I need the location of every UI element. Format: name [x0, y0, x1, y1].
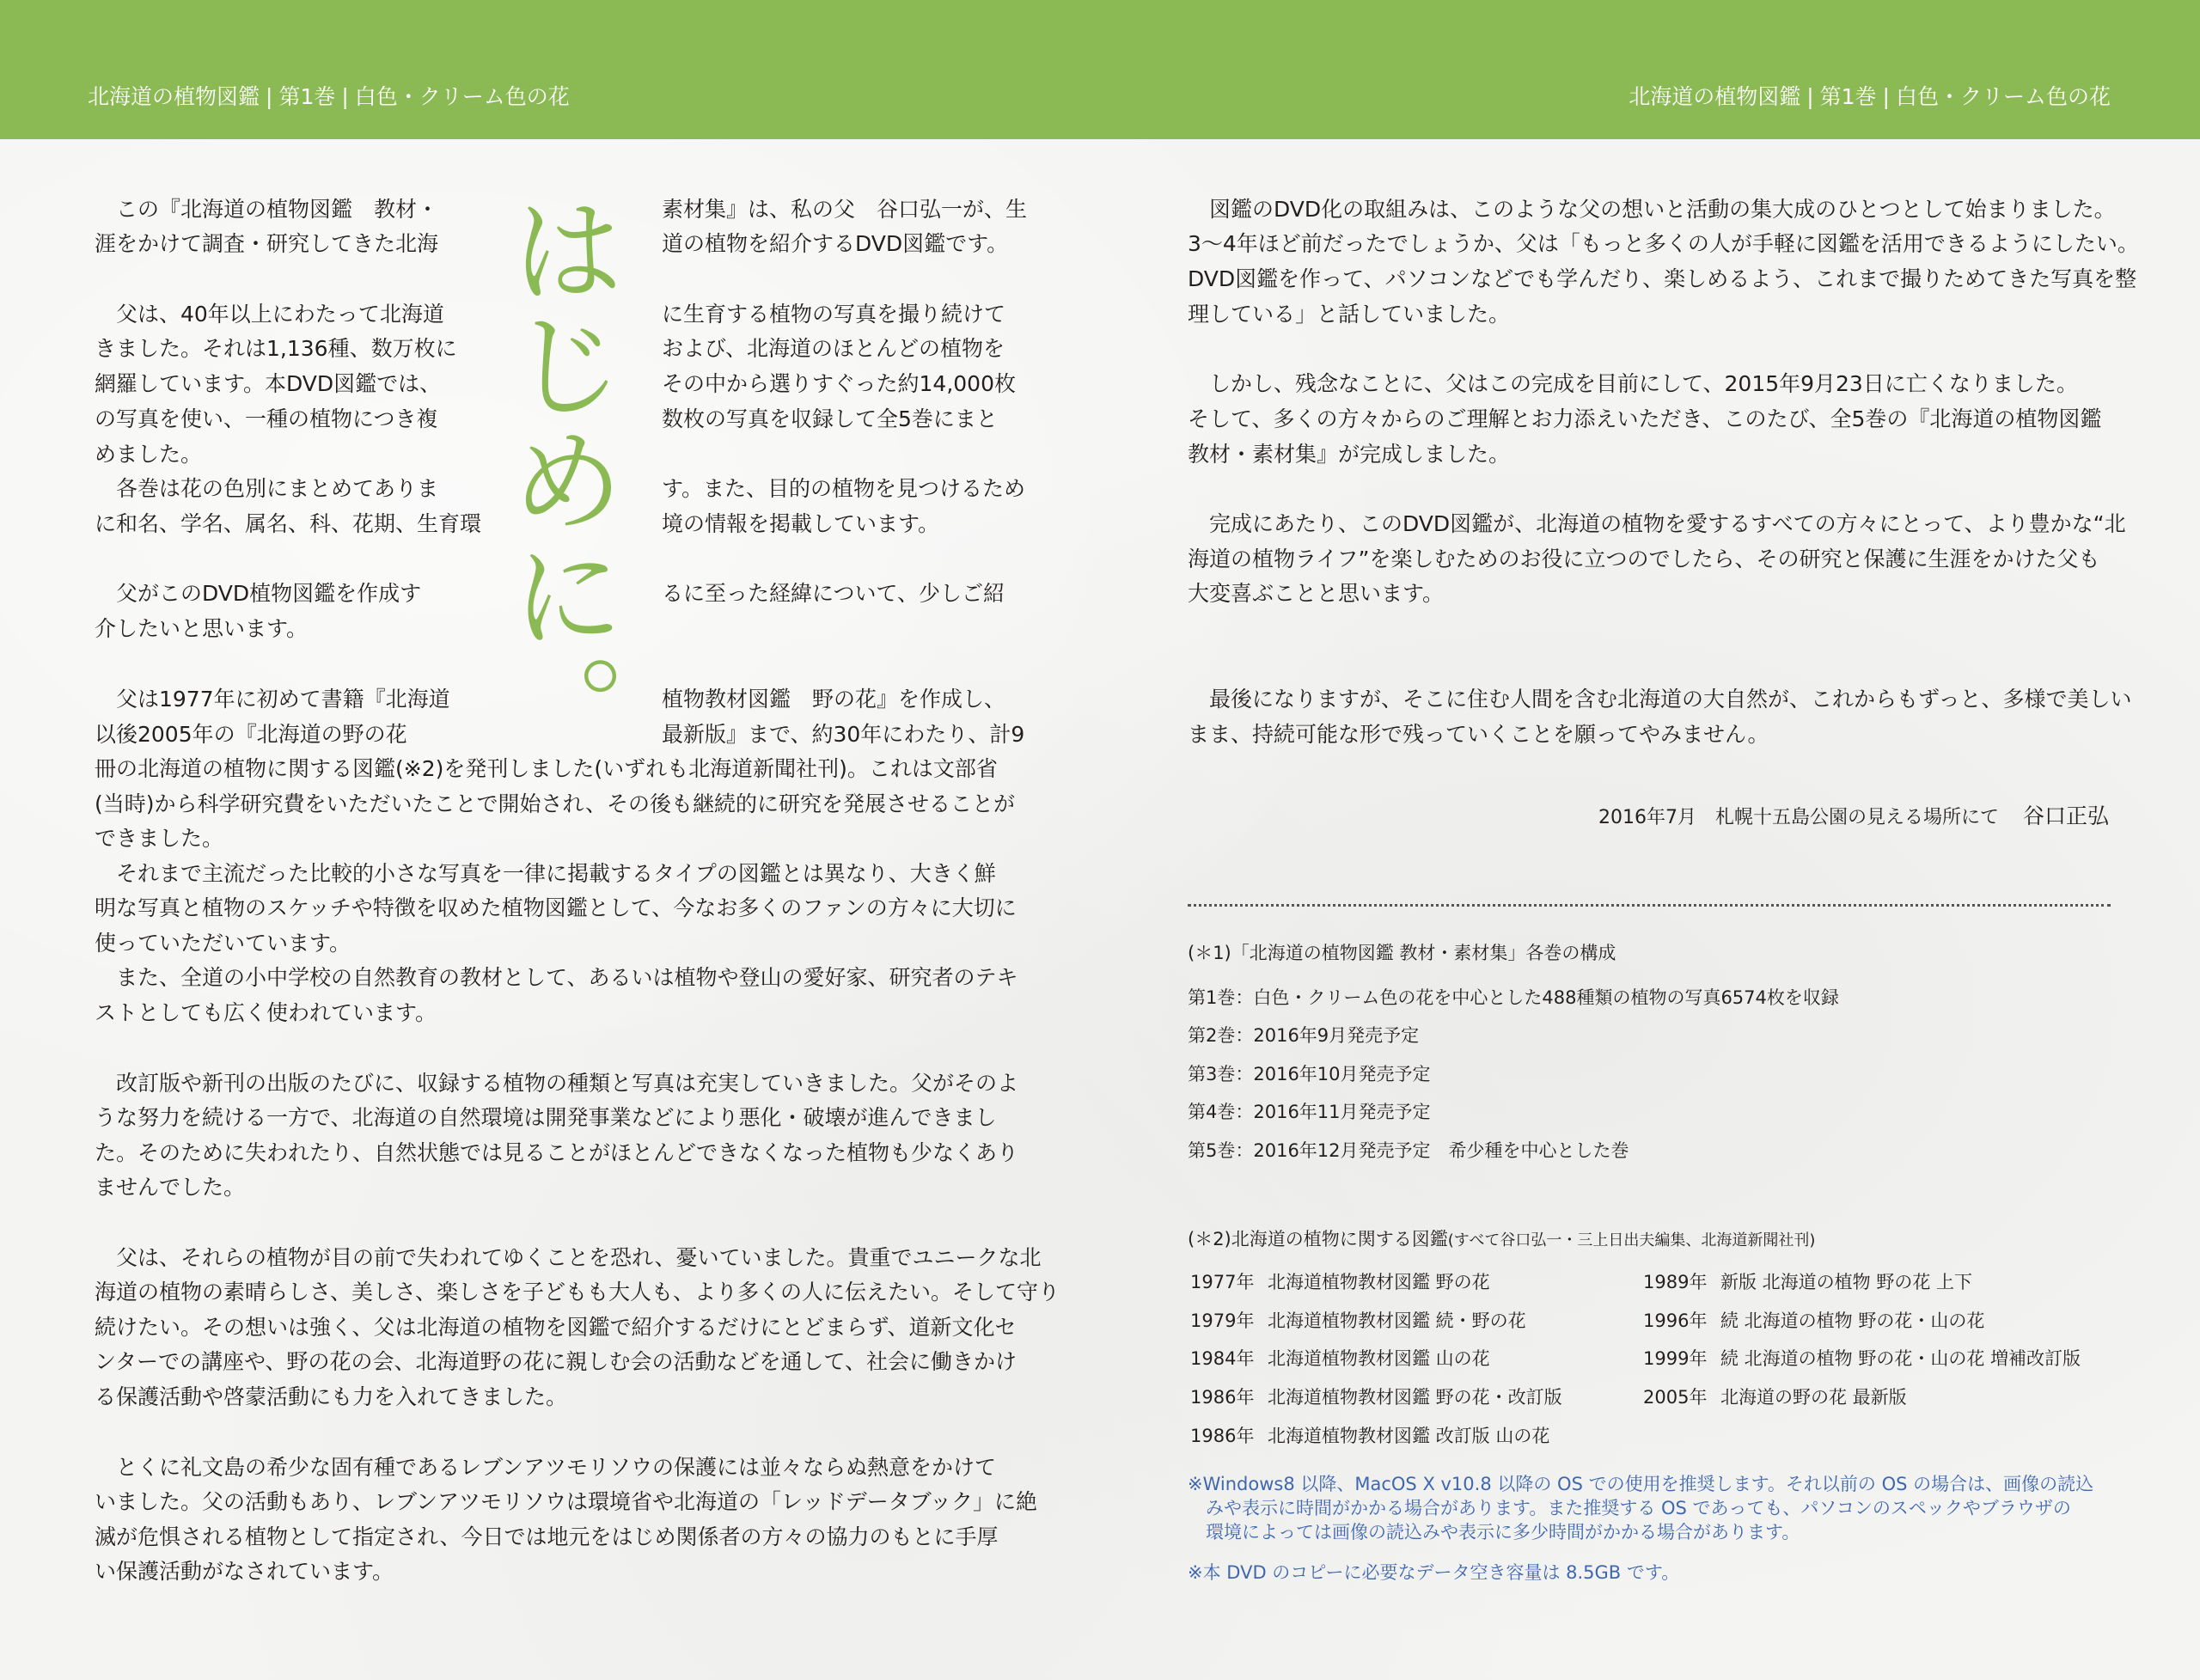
book-year: 1979年 — [1190, 1310, 1255, 1331]
split-line-a: 各巻は花の色別にまとめてありま — [95, 476, 439, 501]
body-line: そして、多くの方々からのご理解とお力添えいただき、このたび、全5巻の『北海道の植物図鑑 — [1188, 406, 2102, 431]
body-line: 使っていただいています。 — [95, 931, 351, 956]
split-line-b: その中から選りすぐった約14,000枚 — [662, 371, 1016, 396]
body-line: 改訂版や新刊の出版のたびに、収録する植物の種類と写真は充実していきました。父がそのよ — [95, 1071, 1019, 1096]
body-line: とくに礼文島の希少な固有種であるレブンアツモリソウの保護には並々ならぬ熱意をかけて — [95, 1455, 997, 1480]
book-year: 1989年 — [1643, 1272, 1708, 1292]
header-right: 北海道の植物図鑑 | 第1巻 | 白色・クリーム色の花 — [1629, 84, 2111, 109]
split-line-b: および、北海道のほとんどの植物を — [662, 336, 1005, 361]
split-line-b: 最新版』まで、約30年にわたり、計9 — [662, 722, 1025, 747]
body-line: 滅が危惧される植物として指定され、今日では地元をはじめ関係者の方々の協力のもとに手厚 — [95, 1524, 999, 1549]
body-line: 明な写真と植物のスケッチや特徴を収めた植物図鑑として、今なお多くのファンの方々に大切に — [95, 895, 1017, 920]
split-line-b: 植物教材図鑑 野の花』を作成し、 — [662, 687, 1006, 712]
split-line-b: 道の植物を紹介するDVD図鑑です。 — [662, 231, 1009, 256]
page-heading: はじめに。 — [492, 191, 626, 767]
book-year: 2005年 — [1643, 1387, 1708, 1408]
volume-item: 第3巻：2016年10月発売予定 — [1188, 1064, 1431, 1084]
body-line: それまで主流だった比較的小さな写真を一律に掲載するタイプの図鑑とは異なり、大きく鮮 — [95, 861, 996, 886]
body-line: 最後になりますが、そこに住む人間を含む北海道の大自然が、これからもずっと、多様で美しい — [1188, 687, 2132, 712]
body-line: 完成にあたり、このDVD図鑑が、北海道の植物を愛するすべての方々にとって、より豊かな“北 — [1188, 511, 2126, 536]
header-left-volume: 第1巻 — [278, 84, 336, 109]
split-line-a: きました。それは1,136種、数万枚に — [95, 336, 457, 361]
body-line: 冊の北海道の植物に関する図鑑(※2)を発刊しました(いずれも北海道新聞社刊)。これは文部省 — [95, 756, 998, 781]
body-line: また、全道の小中学校の自然教育の教材として、あるいは植物や登山の愛好家、研究者のテキ — [95, 965, 1018, 990]
note2-title: (＊2)北海道の植物に関する図鑑 — [1188, 1229, 1448, 1249]
body-line: 理している」と話していました。 — [1188, 302, 1511, 327]
book-title: 北海道植物教材図鑑 改訂版 山の花 — [1268, 1426, 1550, 1446]
book-year: 1999年 — [1643, 1348, 1708, 1369]
book-title: 北海道植物教材図鑑 野の花・改訂版 — [1268, 1387, 1562, 1408]
system-note: 環境によっては画像の読込みや表示に多少時間がかかる場合があります。 — [1188, 1522, 1800, 1543]
header-left-subtitle: 白色・クリーム色の花 — [354, 84, 570, 109]
body-line: ンターでの講座や、野の花の会、北海道野の花に親しむ会の活動などを通して、社会に働きかけ — [95, 1349, 1018, 1374]
book-year: 1977年 — [1190, 1272, 1255, 1292]
book-title: 北海道植物教材図鑑 続・野の花 — [1268, 1310, 1526, 1331]
split-line-a: に和名、学名、属名、科、花期、生育環 — [95, 511, 482, 536]
split-line-b: す。また、目的の植物を見つけるため — [662, 476, 1026, 501]
signature-place: 2016年7月 札幌十五島公園の見える場所にて — [1598, 807, 1999, 828]
body-line: DVD図鑑を作って、パソコンなどでも学んだり、楽しめるよう、これまで撮りためてきた写真を整 — [1188, 266, 2137, 291]
body-line: 3〜4年ほど前だったでしょうか、父は「もっと多くの人が手軽に図鑑を活用できるようにしたい。 — [1188, 231, 2139, 256]
note2-heading — [1188, 1226, 1815, 1254]
body-line: 海道の植物の素晴らしさ、美しさ、楽しさを子どもも大人も、より多くの人に伝えたい。そして守り — [95, 1280, 1060, 1304]
body-line: 大変喜ぶことと思います。 — [1188, 581, 1445, 606]
split-line-a: 網羅しています。本DVD図鑑では、 — [95, 371, 442, 396]
body-line: 続けたい。その想いは強く、父は北海道の植物を図鑑で紹介するだけにとどまらず、道新文化セ — [95, 1315, 1017, 1340]
body-line: 父は、それらの植物が目の前で失われてゆくことを恐れ、憂いていました。貴重でユニークな北 — [95, 1245, 1042, 1270]
note1-title: (＊1)「北海道の植物図鑑 教材・素材集」各巻の構成 — [1188, 943, 1616, 963]
system-note: みや表示に時間がかかる場合があります。また推奨する OS であっても、パソコンのスペックやブラウザの — [1188, 1498, 2071, 1518]
body-line: 図鑑のDVD化の取組みは、このような父の想いと活動の集大成のひとつとして始まりました。 — [1188, 197, 2116, 222]
body-line: (当時)から科学研究費をいただいたことで開始され、その後も継続的に研究を発展させることが — [95, 791, 1016, 816]
split-line-a: 父は1977年に初めて書籍『北海道 — [95, 687, 450, 712]
body-line: た。そのために失われたり、自然状態では見ることがほとんどできなくなった植物も少なくあり — [95, 1140, 1019, 1165]
header-right-title: 北海道の植物図鑑 — [1629, 84, 1801, 109]
split-line-b: るに至った経緯について、少しご紹 — [662, 581, 1005, 606]
split-line-a: めました。 — [95, 442, 203, 467]
volume-item: 第2巻：2016年9月発売予定 — [1188, 1025, 1420, 1046]
book-title: 北海道植物教材図鑑 野の花 — [1268, 1272, 1490, 1292]
volume-item: 第4巻：2016年11月発売予定 — [1188, 1102, 1431, 1122]
body-line: しかし、残念なことに、父はこの完成を目前にして、2015年9月23日に亡くなりました。 — [1188, 371, 2078, 396]
split-line-a: の写真を使い、一種の植物につき複 — [95, 406, 438, 431]
body-line: る保護活動や啓蒙活動にも力を入れてきました。 — [95, 1384, 568, 1409]
body-line: いました。父の活動もあり、レブンアツモリソウは環境省や北海道の「レッドデータブック」に絶 — [95, 1489, 1038, 1514]
page-header — [0, 0, 2200, 139]
body-line: まま、持続可能な形で残っていくことを願ってやみません。 — [1188, 722, 1769, 747]
volume-item: 第1巻：白色・クリーム色の花を中心とした488種類の植物の写真6574枚を収録 — [1188, 987, 1839, 1008]
split-line-a: この『北海道の植物図鑑 教材・ — [95, 197, 439, 222]
system-note: ※Windows8 以降、MacOS X v10.8 以降の OS での使用を推奨します。それ以前の OS の場合は、画像の読込 — [1188, 1474, 2094, 1494]
dotted-divider — [1188, 904, 2111, 907]
signature-name: 谷口正弘 — [2022, 803, 2109, 828]
split-line-a: 介したいと思います。 — [95, 616, 309, 641]
body-line: 教材・素材集』が完成しました。 — [1188, 442, 1511, 467]
split-line-a: 涯をかけて調査・研究してきた北海 — [95, 231, 439, 256]
split-line-b: 境の情報を掲載しています。 — [662, 511, 940, 536]
body-line: い保護活動がなされています。 — [95, 1559, 394, 1584]
split-line-a: 父がこのDVD植物図鑑を作成す — [95, 581, 422, 606]
header-right-subtitle: 白色・クリーム色の花 — [1895, 84, 2111, 109]
book-title: 北海道植物教材図鑑 山の花 — [1268, 1348, 1490, 1369]
book-title: 続 北海道の植物 野の花・山の花 増補改訂版 — [1720, 1348, 2081, 1369]
capacity-note: ※本 DVD のコピーに必要なデータ空き容量は 8.5GB です。 — [1188, 1562, 1680, 1583]
note2-sub: (すべて谷口弘一・三上日出夫編集、北海道新聞社刊) — [1447, 1231, 1816, 1249]
volume-item: 第5巻：2016年12月発売予定 希少種を中心とした巻 — [1188, 1140, 1629, 1161]
split-line-b: に生育する植物の写真を撮り続けて — [662, 302, 1006, 327]
book-title: 新版 北海道の植物 野の花 上下 — [1720, 1272, 1973, 1292]
book-title: 続 北海道の植物 野の花・山の花 — [1720, 1310, 1985, 1331]
book-year: 1986年 — [1190, 1387, 1255, 1408]
book-year: 1984年 — [1190, 1348, 1255, 1369]
body-line: ませんでした。 — [95, 1175, 246, 1200]
split-line-b: 素材集』は、私の父 谷口弘一が、生 — [662, 197, 1028, 222]
split-line-b: 数枚の写真を収録して全5巻にまと — [662, 406, 998, 431]
header-left-title: 北海道の植物図鑑 — [88, 84, 260, 109]
body-line: ストとしても広く使われています。 — [95, 1000, 437, 1025]
header-left: 北海道の植物図鑑 | 第1巻 | 白色・クリーム色の花 — [88, 84, 570, 109]
book-title: 北海道の野の花 最新版 — [1720, 1387, 1907, 1408]
signature — [1598, 799, 2109, 835]
body-line: うな努力を続ける一方で、北海道の自然環境は開発事業などにより悪化・破壊が進んできまし — [95, 1105, 997, 1130]
body-line: 海道の植物ライフ”を楽しむためのお役に立つのでしたら、その研究と保護に生涯をかけた父も — [1188, 547, 2100, 571]
book-year: 1986年 — [1190, 1426, 1255, 1446]
book-year: 1996年 — [1643, 1310, 1708, 1331]
split-line-a: 以後2005年の『北海道の野の花 — [95, 722, 407, 747]
header-right-volume: 第1巻 — [1819, 84, 1877, 109]
body-line: できました。 — [95, 826, 224, 851]
split-line-a: 父は、40年以上にわたって北海道 — [95, 302, 444, 327]
